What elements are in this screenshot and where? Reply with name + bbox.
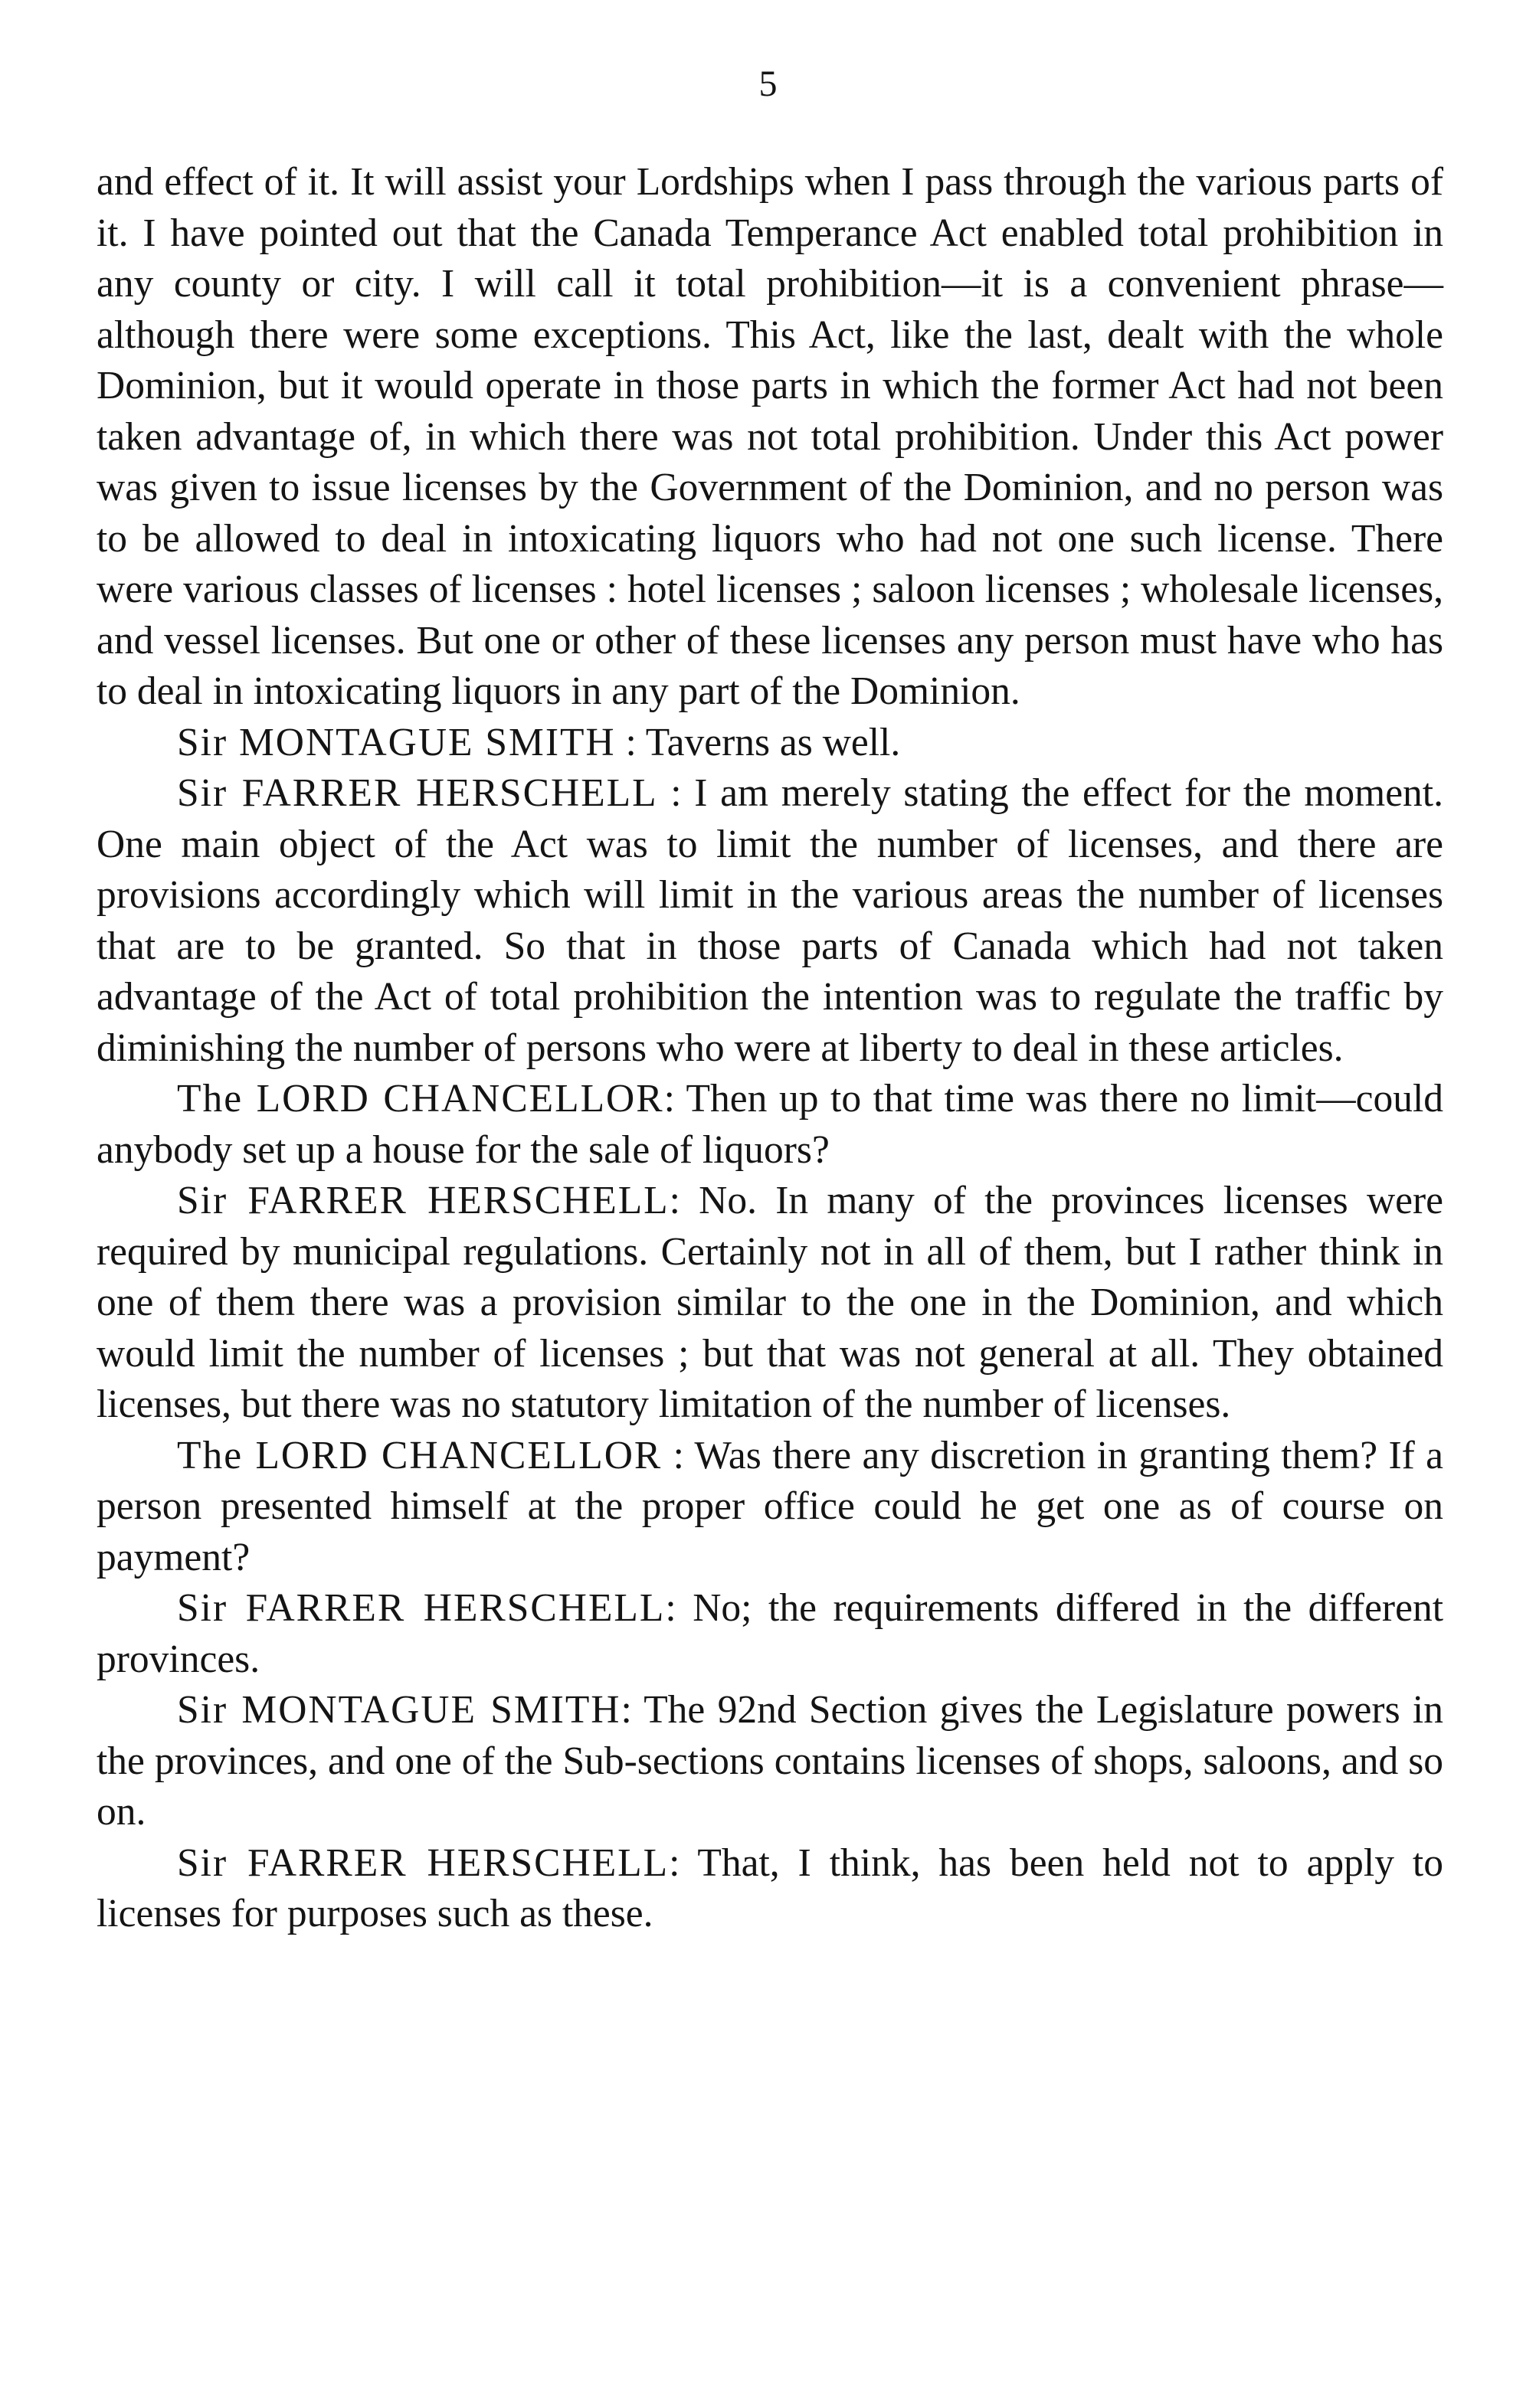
paragraph-montague-smith-1 [97,718,1443,769]
paragraph-text: : Taverns as well. [615,720,901,764]
paragraph-text: : No. In many of the provinces licenses were required by municipal regulations. Certainly not in all of them, but I rather think in one of them there was a provision similar to the one in the Dominion, and which would limit the number of licenses ; but that was not general at all. They obtained licenses, but there was no statutory limitation of the number of licenses. [97,1179,1443,1426]
paragraph-text: : The 92nd Section gives the Legislature powers in the provinces, and one of the Sub-sections contains licenses of shops, saloons, and so on. [97,1688,1443,1834]
paragraph-farrer-herschell-3 [97,1583,1443,1685]
paragraph-continuation [97,157,1443,718]
paragraph-farrer-herschell-4 [97,1838,1443,1940]
body-text [97,157,1443,1940]
speaker-name: Sir FARRER HERSCHELL [177,1179,670,1222]
speaker-name: The LORD CHANCELLOR [177,1433,663,1477]
paragraph-farrer-herschell-2 [97,1176,1443,1431]
paragraph-text: : Was there any discretion in granting them? If a person presented himself at the proper office could he get one as of course on payment? [97,1433,1443,1579]
paragraph-farrer-herschell-1 [97,768,1443,1074]
paragraph-lord-chancellor-2 [97,1431,1443,1584]
speaker-name: Sir FARRER HERSCHELL [177,1586,666,1630]
speaker-name: Sir FARRER HERSCHELL [177,1840,670,1885]
speaker-name: Sir FARRER HERSCHELL [177,771,658,815]
paragraph-montague-smith-2 [97,1685,1443,1838]
page-number: 5 [758,64,778,104]
speaker-name: Sir MONTAGUE SMITH [177,720,616,764]
paragraph-text: : That, I think, has been held not to apply to licenses for purposes such as these. [97,1840,1443,1935]
paragraph-text: and effect of it. It will assist your Lordships when I pass through the various parts of it. I have pointed out that the Canada Temperance Act enabled total prohibition in any county or city. I will call it total prohibition—it is a convenient phrase—although there were some exceptions. This Act, like the last, dealt with the whole Dominion, but it would operate in those parts in which the former Act had not been taken advantage of, in which there was not total prohibition. Under this Act power was given to issue licenses by the Government of the Dominion, and no person was to be allowed to deal in intoxicating liquors who had not one such license. There were various classes of licenses : hotel licenses ; saloon licenses ; wholesale licenses, and vessel licenses. But one or other of these licenses any person must have who has to deal in intoxicating liquors in any part of the Dominion. [97,160,1443,713]
speaker-name: The LORD CHANCELLOR [177,1077,664,1121]
paragraph-lord-chancellor-1 [97,1074,1443,1176]
speaker-name: Sir MONTAGUE SMITH [177,1688,621,1732]
paragraph-text: : Then up to that time was there no limit—could anybody set up a house for the sale of liquors? [97,1077,1443,1172]
paragraph-text: : No; the requirements differed in the different provinces. [97,1586,1444,1681]
paragraph-text: : I am merely stating the effect for the moment. One main object of the Act was to limit the number of licenses, and there are provisions accordingly which will limit in the various areas the number of licenses that are to be granted. So that in those parts of Canada which had not taken advantage of the Act of total prohibition the intention was to regulate the traffic by diminishing the number of persons who were at liberty to deal in these articles. [97,771,1443,1070]
